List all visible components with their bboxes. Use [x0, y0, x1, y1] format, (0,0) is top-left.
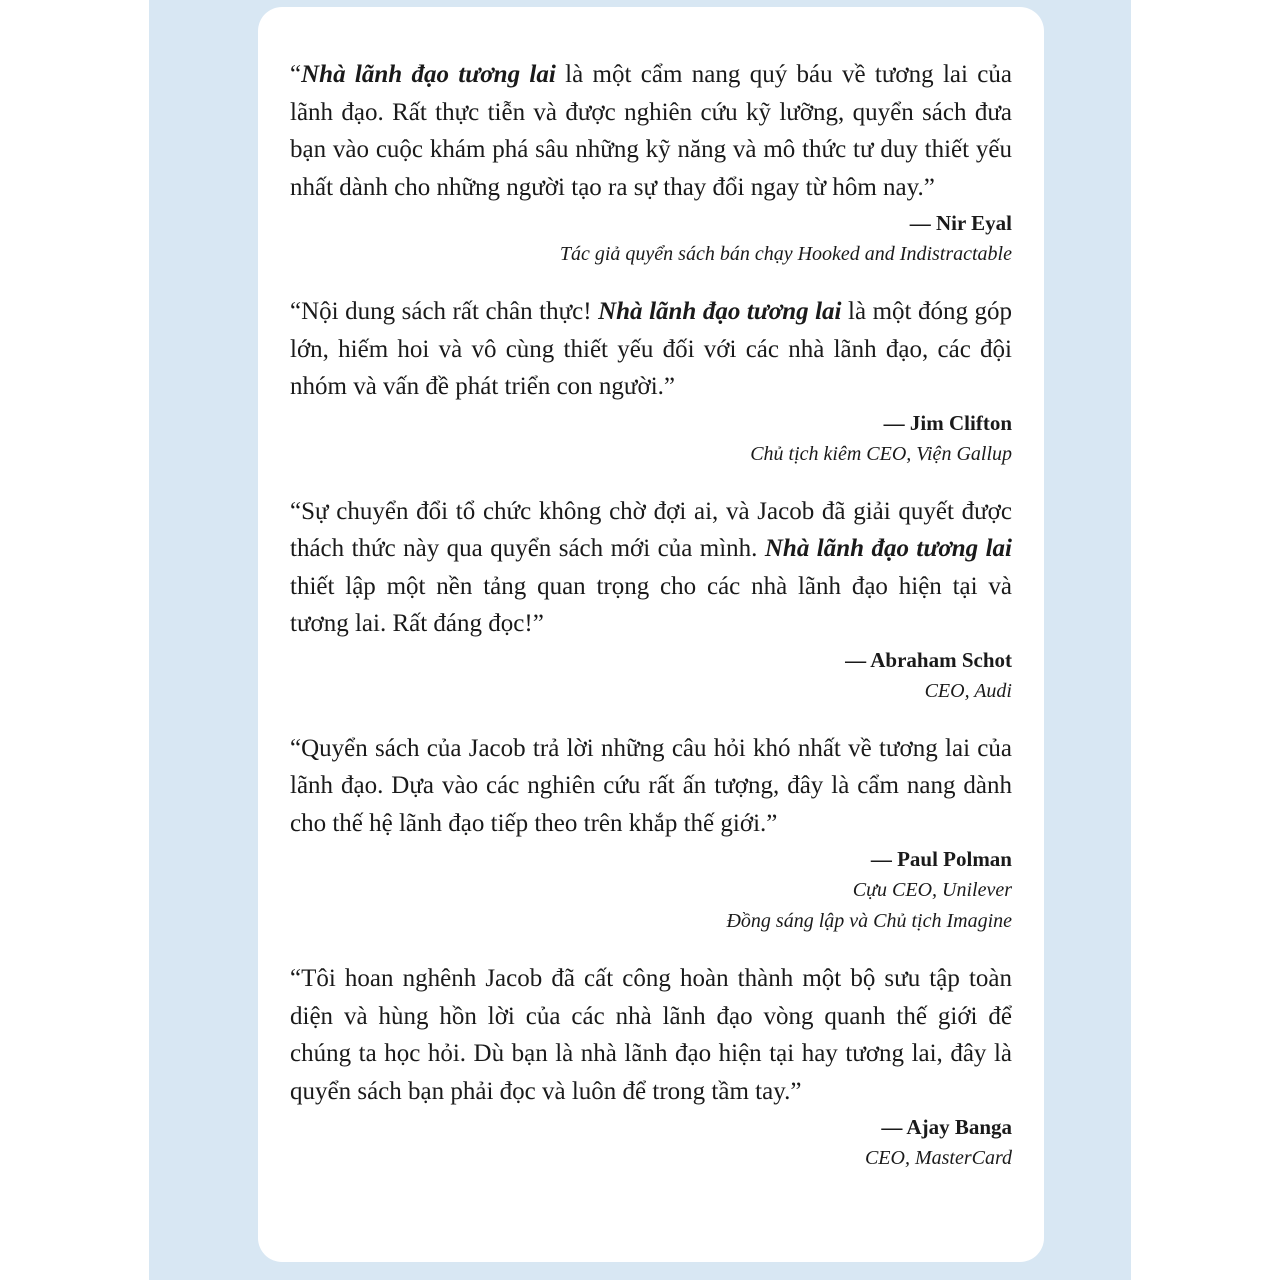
quote-text: “ — [290, 61, 302, 88]
testimonial-quote — [290, 56, 1012, 206]
testimonial-attribution — [290, 844, 1012, 937]
testimonial-quote — [290, 960, 1012, 1110]
author-role: CEO, Audi — [924, 679, 1012, 702]
quote-text: “Quyển sách của Jacob trả lời những câu hỏi khó nhất về tương lai của lãnh đạo. Dựa vào các nghiên cứu rất ấn tượng, đây là cẩm nang dành cho thế hệ lãnh đạo tiếp theo trên khắp thế giới.” — [290, 734, 1012, 837]
author-name: — Ajay Banga — [881, 1115, 1012, 1139]
author-role: Đồng sáng lập và Chủ tịch Imagine — [726, 910, 1012, 932]
author-name: — Nir Eyal — [909, 211, 1012, 235]
book-title: Nhà lãnh đạo tương lai — [301, 61, 556, 88]
testimonial-attribution — [290, 1112, 1012, 1174]
testimonial — [290, 293, 1012, 470]
author-name: — Abraham Schot — [845, 647, 1012, 672]
book-title: Nhà lãnh đạo tương lai — [764, 535, 1012, 562]
quote-text: “Sự chuyển đổi tổ chức không chờ đợi ai, và Jacob đã giải quyết được thách thức này qua quyển sách mới của mình. — [290, 497, 1012, 562]
testimonial-attribution — [290, 208, 1012, 270]
testimonial-quote — [290, 293, 1012, 406]
testimonial-quote — [290, 493, 1012, 643]
book-title: Nhà lãnh đạo tương lai — [598, 298, 842, 325]
testimonial — [290, 493, 1012, 707]
quote-text: là một cẩm nang quý báu về tương lai của lãnh đạo. Rất thực tiễn và được nghiên cứu kỹ lưỡng, quyển sách đưa bạn vào cuộc khám phá sâu những kỹ năng và mô thức tư duy thiết yếu nhất dành cho những người tạo ra sự thay đổi ngay từ hôm nay.” — [290, 61, 1012, 201]
author-name: — Paul Polman — [870, 847, 1012, 871]
testimonial-quote — [290, 730, 1012, 843]
author-role: Chủ tịch kiêm CEO, Viện Gallup — [750, 442, 1012, 465]
testimonial — [290, 960, 1012, 1174]
quote-text: “Nội dung sách rất chân thực! — [290, 298, 599, 325]
quote-text: là một đóng góp lớn, hiếm hoi và vô cùng thiết yếu đối với các nhà lãnh đạo, các đội nhóm và vấn đề phát triển con người.” — [290, 298, 1012, 400]
testimonial-attribution — [290, 408, 1012, 470]
quote-text: thiết lập một nền tảng quan trọng cho các nhà lãnh đạo hiện tại và tương lai. Rất đáng đọc!” — [290, 572, 1012, 637]
testimonial — [290, 730, 1012, 938]
author-role: Cựu CEO, Unilever — [852, 879, 1012, 901]
testimonials-list — [290, 56, 1012, 1197]
author-role: CEO, MasterCard — [864, 1147, 1012, 1169]
quote-text: “Tôi hoan nghênh Jacob đã cất công hoàn thành một bộ sưu tập toàn diện và hùng hồn lời của các nhà lãnh đạo vòng quanh thế giới để chúng ta học hỏi. Dù bạn là nhà lãnh đạo hiện tại hay tương lai, đây là quyển sách bạn phải đọc và luôn để trong tầm tay.” — [290, 965, 1012, 1105]
testimonial-attribution — [290, 645, 1012, 707]
author-role: Tác giả quyển sách bán chạy Hooked and Indistractable — [559, 243, 1012, 265]
author-name: — Jim Clifton — [883, 410, 1012, 435]
testimonial — [290, 56, 1012, 270]
